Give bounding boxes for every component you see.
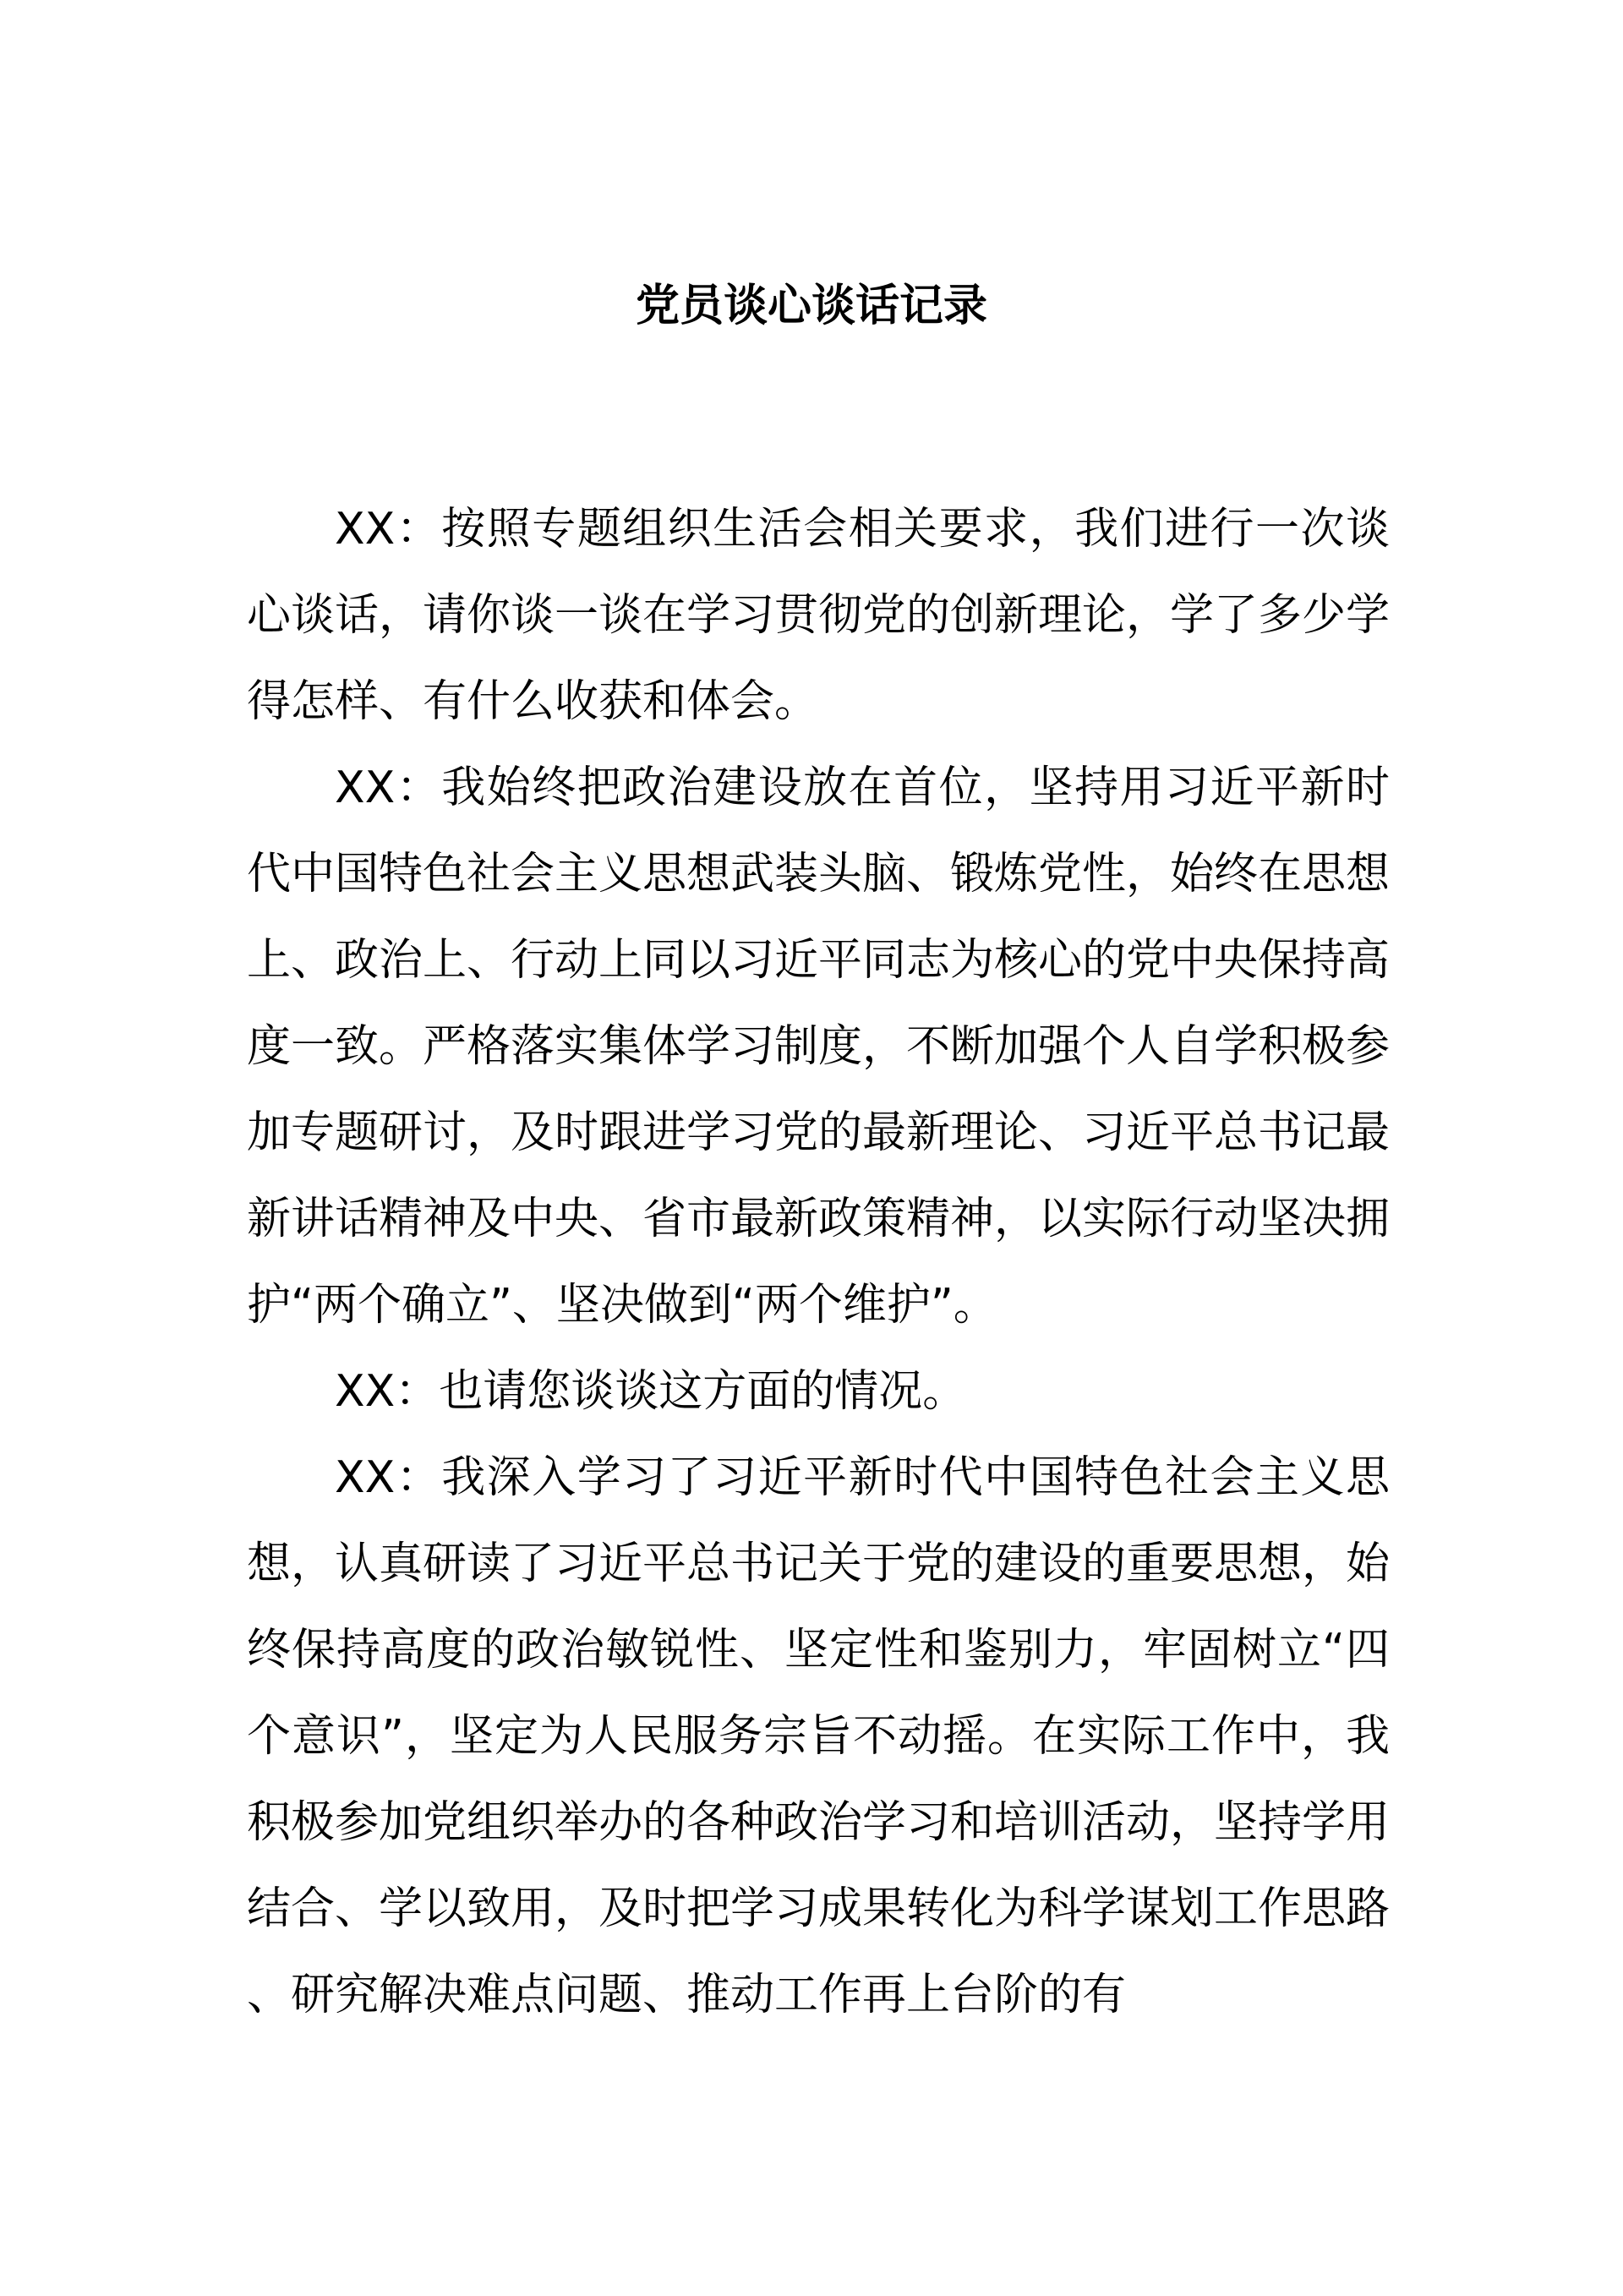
paragraph-4: XX：我深入学习了习近平新时代中国特色社会主义思想，认真研读了习近平总书记关于党的建设的重要思想，始终保持高度的政治敏锐性、坚定性和鉴别力，牢固树立“四个意识”，坚定为人民服务宗旨不动摇。在实际工作中，我积极参加党组织举办的各种政治学习和培训活动，坚持学用结合、学以致用，及时把学习成果转化为科学谋划工作思路、研究解决难点问题、推动工作再上台阶的有: [247, 1452, 1391, 2020]
paragraph-1: XX：按照专题组织生活会相关要求，我们进行一次谈心谈话，请你谈一谈在学习贯彻党的创新理论，学了多少学得怎样、有什么收获和体会。: [247, 504, 1391, 727]
document-title: 党员谈心谈话记录: [635, 281, 987, 331]
document-body: [247, 486, 1390, 2038]
paragraph-3: XX：也请您谈谈这方面的情况。: [335, 1366, 967, 1417]
paragraph-2: XX：我始终把政治建设放在首位，坚持用习近平新时代中国特色社会主义思想武装头脑、锻炼党性，始终在思想上、政治上、行动上同以习近平同志为核心的党中央保持高度一致。严格落实集体学习制度，不断加强个人自学积极参加专题研讨，及时跟进学习党的最新理论、习近平总书记最新讲话精神及中央、省市最新政策精神，以实际行动坚决拥护“两个确立”、坚决做到“两个维护”。: [247, 763, 1391, 1331]
